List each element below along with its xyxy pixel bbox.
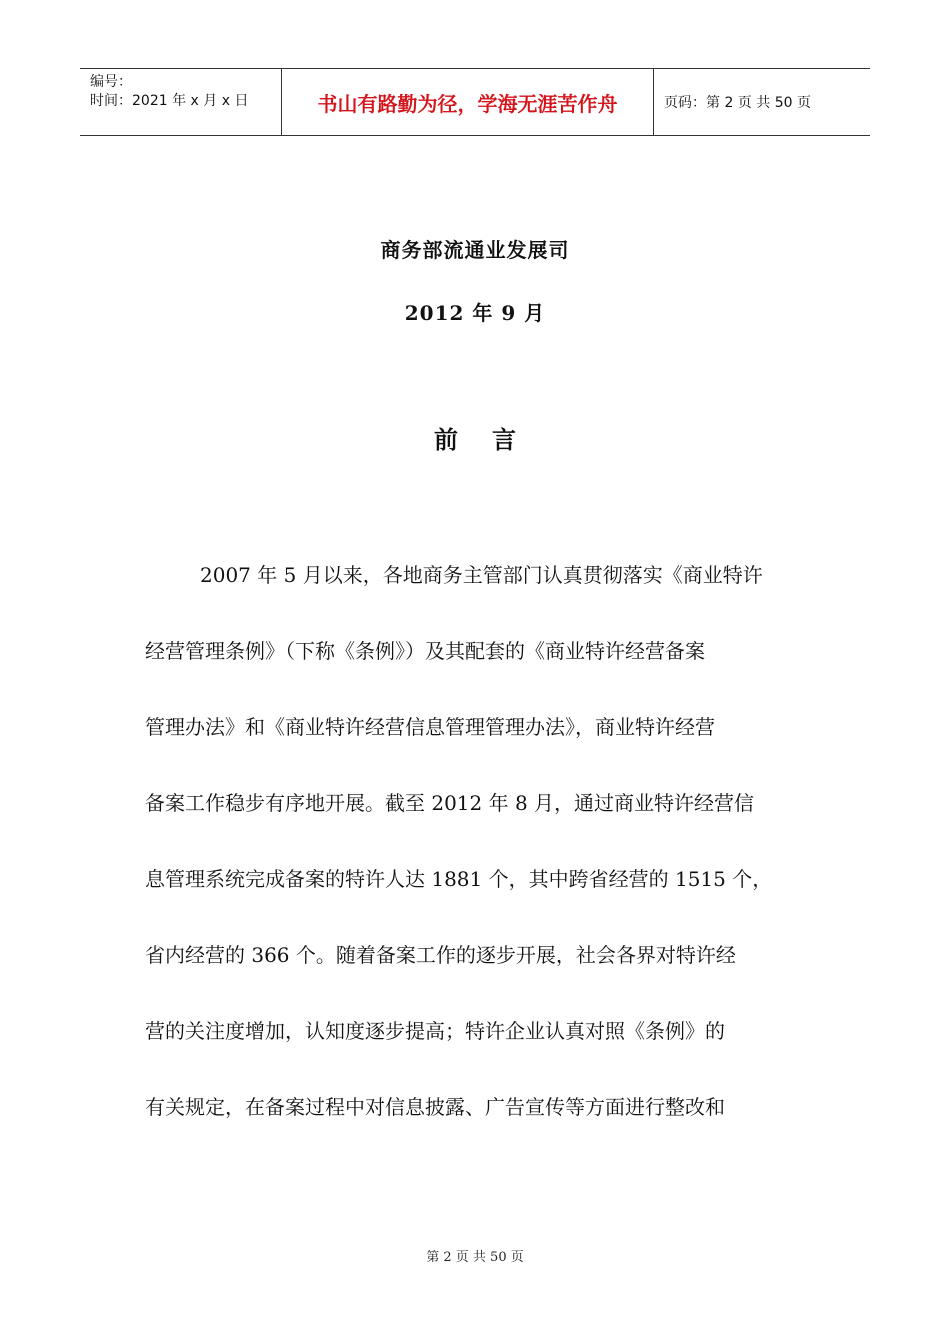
header-left-cell: [80, 69, 281, 135]
preface-title-char-1: 前: [434, 426, 458, 454]
paragraph-line: 管理办法》和《商业特许经营信息管理管理办法》，商业特许经营: [145, 715, 715, 739]
paragraph-line: 有关规定，在备案过程中对信息披露、广告宣传等方面进行整改和: [145, 1095, 725, 1119]
time-label: 时间：2021 年 x 月 x 日: [90, 93, 249, 109]
organization-name: 商务部流通业发展司: [380, 238, 570, 262]
paragraph-line: 经营管理条例》（下称《条例》）及其配套的《商业特许经营备案: [145, 639, 705, 663]
preface-title-char-2: 言: [492, 426, 516, 454]
header-table: [80, 68, 870, 136]
number-label: 编号：: [90, 74, 132, 90]
paragraph-line: 息管理系统完成备案的特许人达 1881 个，其中跨省经营的 1515 个，: [145, 867, 773, 891]
publication-date: 2012 年 9 月: [404, 301, 546, 325]
preface-title: [0, 420, 950, 455]
header-page-cell: [654, 69, 870, 135]
paragraph-line: 省内经营的 366 个。随着备案工作的逐步开展，社会各界对特许经: [145, 943, 736, 967]
header-motto-cell: [281, 69, 654, 135]
page-info: 页码：第 2 页 共 50 页: [664, 95, 811, 111]
paragraph-line: 2007 年 5 月以来，各地商务主管部门认真贯彻落实《商业特许: [200, 563, 763, 587]
paragraph-line: 营的关注度增加，认知度逐步提高；特许企业认真对照《条例》的: [145, 1019, 725, 1043]
paragraph-line: 备案工作稳步有序地开展。截至 2012 年 8 月，通过商业特许经营信: [145, 791, 755, 815]
preface-paragraph: [145, 537, 835, 1145]
page-footer: 第 2 页 共 50 页: [426, 1250, 524, 1265]
motto-text: 书山有路勤为径，学海无涯苦作舟: [317, 91, 618, 116]
